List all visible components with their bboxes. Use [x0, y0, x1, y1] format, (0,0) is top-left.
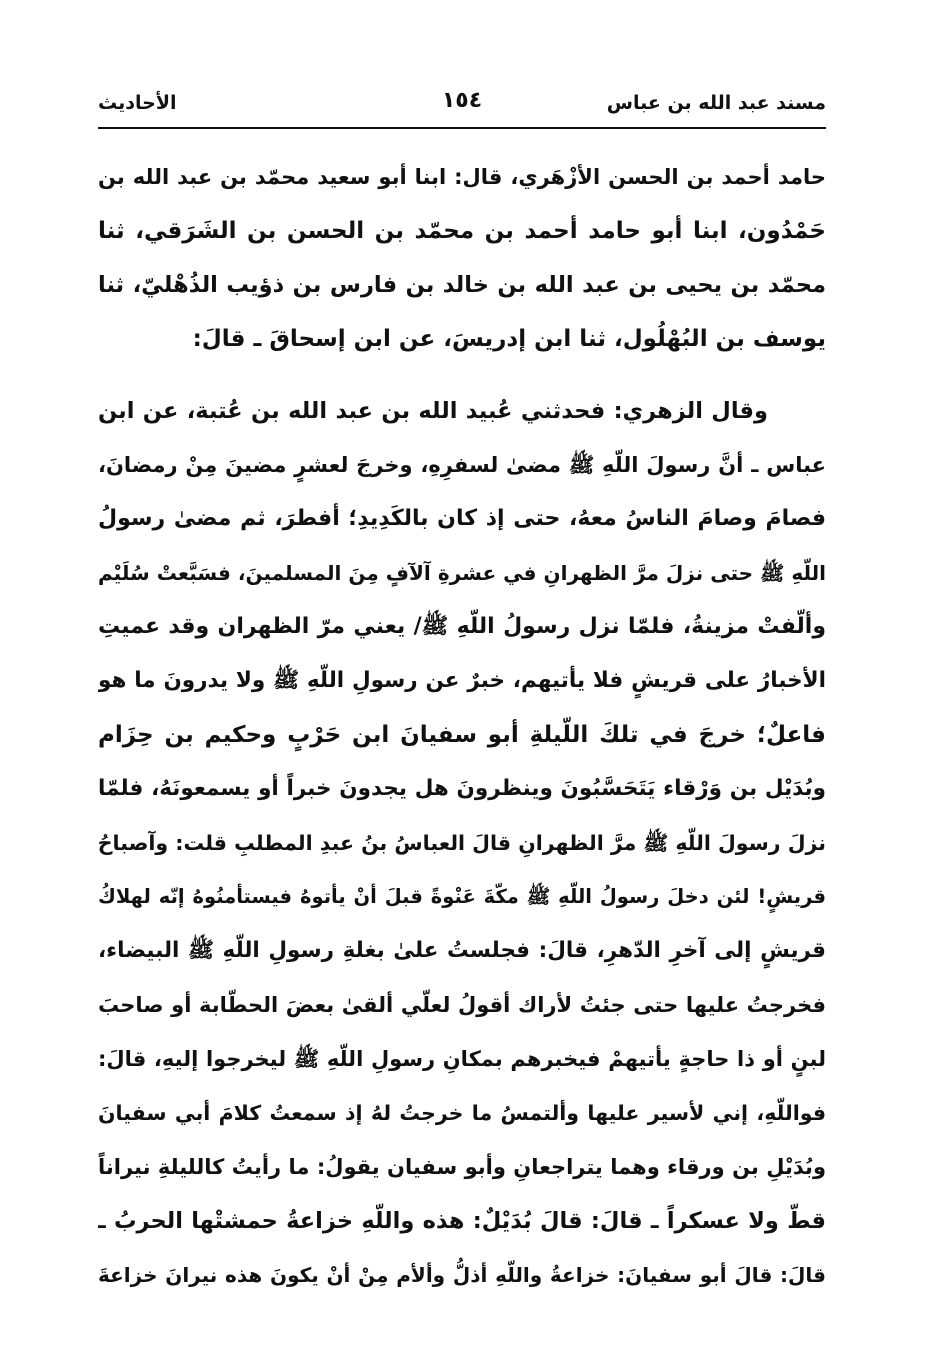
text-line: الأخبارُ على قريشٍ فلا يأتيهم، خبرٌ عن رسولِ اللّهِ ﷺ ولا يدرونَ ما هو: [98, 668, 826, 693]
paragraph-gap: [98, 366, 826, 384]
section-title: الأحاديث: [98, 92, 177, 114]
text-line: قريشٍ! لئن دخلَ رسولُ اللّهِ ﷺ مكّةَ عَنْوةً قبلَ أنْ يأتوهُ فيستأمنُوهُ إنّه لهلاكُ: [98, 885, 826, 908]
text-line: يوسف بن البُهْلُول، ثنا ابن إدريسَ، عن ابن إسحاقَ ـ قالَ:: [192, 326, 826, 352]
text-line: محمّد بن يحيى بن عبد الله بن خالد بن فارس بن ذؤيب الذُهْليّ، ثنا: [98, 272, 826, 298]
text-line: وبُدَيْل بن وَرْقاء يَتَحَسَّبُونَ وينظرونَ هل يجدونَ خبراً أو يسمعونَهُ، فلمّا: [98, 776, 826, 801]
text-line: قريشٍ إلى آخرِ الدّهرِ، قالَ: فجلستُ علىٰ بغلةِ رسولِ اللّهِ ﷺ البيضاء،: [98, 938, 826, 963]
text-line: فصامَ وصامَ الناسُ معهُ، حتى إذ كان بالكَدِيدِ؛ أفطرَ، ثم مضىٰ رسولُ: [98, 506, 826, 531]
page-number: ١٥٤: [441, 88, 483, 113]
text-line: فاعلٌ؛ خرجَ في تلكَ اللّيلةِ أبو سفيانَ ابن حَرْبٍ وحكيم بن حِزَام: [98, 722, 826, 748]
header-rule: [98, 127, 826, 129]
paragraph-matn: [98, 384, 826, 1302]
text-line: وألّفتْ مزينةُ، فلمّا نزل رسولُ اللّهِ ﷺ/ يعني مرّ الظهران وقد عميتِ: [98, 614, 826, 639]
text-line: حَمْدُون، ابنا أبو حامد أحمد بن محمّد بن الحسن بن الشَرَقي، ثنا: [98, 218, 826, 244]
text-line: فواللّهِ، إني لأسير عليها وألتمسُ ما خرجتُ لهُ إذ سمعتُ كلامَ أبي سفيانَ: [98, 1101, 826, 1125]
text-line: حامد أحمد بن الحسن الأزْهَري، قال: ابنا أبو سعيد محمّد بن عبد الله بن: [98, 165, 826, 189]
book-title: مسند عبد الله بن عباس: [606, 92, 826, 114]
text-line: وبُدَيْلِ بن ورقاء وهما يتراجعانِ وأبو سفيان يقولُ: ما رأيتُ كالليلةِ نيراناً: [98, 1155, 826, 1179]
text-line: فخرجتُ عليها حتى جئتُ لأراك أقولُ لعلّي ألقىٰ بعضَ الحطّابة أو صاحبَ: [98, 993, 826, 1017]
text-line: نزلَ رسولَ اللّهِ ﷺ مرَّ الظهرانِ قالَ العباسُ بنُ عبدِ المطلبِ قلت: وآصباحُ: [98, 831, 826, 855]
running-header: [98, 84, 826, 124]
text-line: لبنٍ أو ذا حاجةٍ يأتيهمْ فيخبرهم بمكانِ رسولِ اللّهِ ﷺ ليخرجوا إليهِ، قالَ:: [98, 1047, 826, 1071]
body-text: [98, 150, 826, 1302]
text-line: قالَ: قالَ أبو سفيانَ: خزاعةُ واللّهِ أذلُّ وألأم مِنْ أنْ يكونَ هذه نيرانَ خزاعةَ: [98, 1263, 826, 1287]
text-line: قطّ ولا عسكراً ـ قالَ: قالَ بُدَيْلٌ: هذه واللّهِ خزاعةُ حمشتْها الحربُ ـ: [98, 1208, 826, 1234]
paragraph-isnad: [98, 150, 826, 366]
text-line: عباس ـ أنَّ رسولَ اللّهِ ﷺ مضىٰ لسفرِهِ، وخرجَ لعشرٍ مضينَ مِنْ رمضانَ،: [98, 453, 826, 477]
text-line: وقال الزهري: فحدثني عُبيد الله بن عبد الله بن عُتبة، عن ابن: [98, 398, 768, 424]
text-line: اللّهِ ﷺ حتى نزلَ مرَّ الظهرانِ في عشرةِ آلآفٍ مِنَ المسلمينَ، فسَبَّعتْ سُلَيْم: [98, 561, 826, 585]
